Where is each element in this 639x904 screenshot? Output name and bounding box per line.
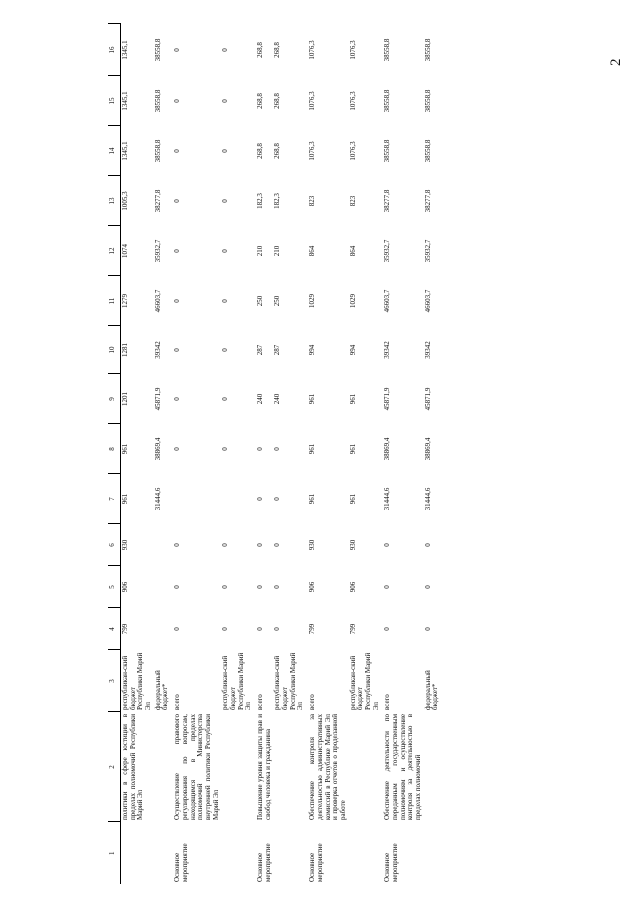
value-cell: 287 (273, 344, 282, 356)
value-cell: 240 (256, 393, 264, 405)
measure-name-cell (221, 712, 254, 822)
value-cell: 38558,8 (423, 139, 432, 163)
column-header: 12 (108, 226, 121, 276)
column-header: 14 (108, 126, 121, 176)
measure-type-cell (424, 822, 441, 884)
table-row (171, 24, 221, 884)
table-row (349, 24, 382, 884)
value-cell: 240 (273, 393, 282, 405)
value-cell: 38277,8 (383, 189, 392, 213)
value-cell: 0 (423, 585, 432, 589)
value-cell (221, 474, 254, 524)
value-cell: 0 (221, 199, 230, 203)
column-header: 1 (108, 822, 121, 884)
value-cell: 210 (256, 245, 264, 257)
measure-name-cell: политики в сфере юстиции в пределах полномочий Республики Марий Эл (121, 714, 145, 820)
value-cell: 38558,8 (383, 89, 392, 113)
value-cell: 45871,9 (383, 387, 392, 411)
value-cell: 0 (173, 199, 182, 203)
funding-source-cell: всего (383, 694, 392, 710)
value-cell: 994 (348, 344, 357, 356)
funding-source-cell: всего (256, 694, 264, 710)
column-header: 7 (108, 474, 121, 524)
value-cell: 268,8 (273, 143, 282, 159)
table-row (221, 24, 254, 884)
measure-type-cell (221, 822, 254, 884)
value-cell: 35932,7 (383, 239, 392, 263)
value-cell: 0 (221, 149, 230, 153)
value-cell (154, 608, 171, 650)
measure-type-cell: Основное мероприятие (256, 843, 272, 882)
measure-name-cell (273, 712, 306, 822)
measure-name-cell: Осуществление правового регулирования по вопросам, находящимся в пределах полномочий Министерства внутренней политики Республики Марий Эл (173, 714, 220, 820)
value-cell: 864 (308, 245, 317, 257)
measure-type-cell (349, 822, 382, 884)
value-cell: 0 (173, 348, 182, 352)
value-cell: 0 (273, 543, 282, 547)
table-row (306, 24, 348, 884)
value-cell: 35932,7 (153, 239, 162, 263)
value-cell: 0 (221, 299, 230, 303)
value-cell: 930 (308, 539, 317, 551)
value-cell: 1345,1 (121, 40, 129, 60)
value-cell: 38277,8 (423, 189, 432, 213)
measure-name-cell: Обеспечение деятельности по переданным государственным полномочиям и осуществление контроля за деятельностью в пределах полномочий (383, 714, 423, 820)
value-cell: 0 (423, 543, 432, 547)
value-cell: 0 (221, 447, 230, 451)
value-cell: 906 (348, 581, 357, 593)
value-cell: 961 (308, 393, 317, 405)
value-cell: 1345,1 (121, 141, 129, 161)
value-cell (171, 474, 221, 524)
column-header: 8 (108, 424, 121, 474)
table-row (424, 24, 441, 884)
table-row (154, 24, 171, 884)
value-cell: 0 (221, 585, 230, 589)
table-row (254, 24, 273, 884)
value-cell: 799 (121, 623, 129, 635)
funding-source-cell: всего (308, 694, 317, 710)
value-cell: 0 (221, 627, 230, 631)
measure-name-cell: Повышение уровня защиты прав и свобод человека и гражданина (256, 714, 272, 820)
value-cell: 0 (173, 585, 182, 589)
value-cell: 799 (308, 623, 317, 635)
column-header: 3 (108, 650, 121, 712)
value-cell: 0 (173, 543, 182, 547)
value-cell: 0 (221, 543, 230, 547)
value-cell: 864 (348, 245, 357, 257)
value-cell: 1074 (121, 244, 129, 258)
value-cell: 38558,8 (383, 38, 392, 62)
value-cell: 1201 (121, 392, 129, 406)
value-cell: 961 (348, 443, 357, 455)
value-cell: 799 (348, 623, 357, 635)
value-cell: 38558,8 (423, 38, 432, 62)
value-cell: 0 (256, 543, 264, 547)
value-cell: 1076,3 (348, 91, 357, 111)
funding-source-cell: федеральный бюджет* (153, 670, 170, 710)
value-cell: 906 (121, 581, 129, 593)
value-cell: 1029 (308, 294, 317, 308)
value-cell (154, 566, 171, 608)
value-cell: 961 (308, 493, 317, 505)
value-cell: 0 (273, 497, 282, 501)
value-cell: 0 (173, 149, 182, 153)
value-cell: 1005,3 (121, 191, 129, 211)
measure-name-cell (349, 712, 382, 822)
value-cell: 0 (383, 627, 392, 631)
value-cell: 0 (221, 348, 230, 352)
value-cell: 823 (308, 195, 317, 207)
value-cell: 961 (121, 443, 129, 455)
value-cell: 0 (256, 447, 264, 451)
value-cell: 0 (221, 249, 230, 253)
value-cell: 268,8 (273, 93, 282, 109)
column-header: 5 (108, 566, 121, 608)
table-body (121, 24, 442, 884)
value-cell: 906 (308, 581, 317, 593)
budget-table-container (108, 24, 528, 884)
value-cell: 39342 (153, 341, 162, 359)
column-header: 6 (108, 524, 121, 566)
header-row (108, 24, 121, 884)
value-cell: 961 (121, 493, 129, 505)
value-cell: 961 (348, 493, 357, 505)
funding-source-cell: республикан-ский бюджет Республики Марий Эл (273, 652, 305, 710)
value-cell: 0 (383, 585, 392, 589)
value-cell: 268,8 (256, 143, 264, 159)
value-cell: 182,3 (273, 193, 282, 209)
value-cell: 210 (273, 245, 282, 257)
value-cell: 0 (273, 627, 282, 631)
value-cell: 0 (221, 397, 230, 401)
value-cell: 287 (256, 344, 264, 356)
value-cell: 46603,7 (423, 289, 432, 313)
value-cell: 1076,3 (308, 40, 317, 60)
column-header: 4 (108, 608, 121, 650)
value-cell: 1076,3 (308, 141, 317, 161)
value-cell: 1281 (121, 343, 129, 357)
value-cell: 961 (348, 393, 357, 405)
value-cell: 38869,4 (423, 437, 432, 461)
funding-source-cell: республикан-ский бюджет Республики Марий Эл (348, 652, 380, 710)
value-cell: 0 (383, 543, 392, 547)
value-cell: 38869,4 (153, 437, 162, 461)
value-cell: 1279 (121, 294, 129, 308)
value-cell: 250 (273, 295, 282, 307)
value-cell: 38869,4 (383, 437, 392, 461)
value-cell: 0 (256, 497, 264, 501)
value-cell: 182,3 (256, 193, 264, 209)
measure-type-cell (121, 822, 154, 884)
value-cell: 38558,8 (423, 89, 432, 113)
value-cell: 0 (173, 299, 182, 303)
value-cell: 0 (173, 48, 182, 52)
value-cell: 45871,9 (423, 387, 432, 411)
value-cell: 31444,6 (423, 487, 432, 511)
value-cell: 961 (308, 443, 317, 455)
budget-table (108, 24, 441, 885)
column-header: 15 (108, 76, 121, 126)
value-cell: 0 (173, 99, 182, 103)
value-cell: 45871,9 (153, 387, 162, 411)
value-cell: 35932,7 (423, 239, 432, 263)
measure-type-cell: Основное мероприятие (173, 843, 189, 882)
measure-name-cell (154, 712, 171, 822)
column-header: 16 (108, 24, 121, 76)
value-cell: 823 (348, 195, 357, 207)
table-row (381, 24, 423, 884)
funding-source-cell: всего (173, 694, 182, 710)
table-row (121, 24, 154, 884)
value-cell (154, 524, 171, 566)
value-cell: 268,8 (256, 93, 264, 109)
value-cell: 1076,3 (308, 91, 317, 111)
value-cell: 38277,8 (153, 189, 162, 213)
value-cell: 930 (348, 539, 357, 551)
value-cell: 0 (273, 447, 282, 451)
value-cell: 994 (308, 344, 317, 356)
measure-type-cell (154, 822, 171, 884)
page-number: 2 (608, 58, 624, 66)
value-cell: 930 (121, 539, 129, 551)
value-cell: 268,8 (256, 42, 264, 58)
value-cell: 1345,1 (121, 91, 129, 111)
column-header: 10 (108, 326, 121, 374)
funding-source-cell: республикан-ский бюджет Республики Марий Эл (221, 652, 253, 710)
value-cell: 46603,7 (153, 289, 162, 313)
value-cell: 1029 (348, 294, 357, 308)
measure-type-cell: Основное мероприятие (383, 843, 399, 882)
value-cell: 0 (221, 99, 230, 103)
value-cell: 0 (173, 397, 182, 401)
column-header: 13 (108, 176, 121, 226)
value-cell: 250 (256, 295, 264, 307)
value-cell: 31444,6 (383, 487, 392, 511)
measure-name-cell: Обеспечение контроля за деятельностью административных комиссий в Республике Марий Эл и проверка отчетов о проделанной работе (308, 714, 347, 820)
value-cell: 1076,3 (348, 141, 357, 161)
value-cell: 0 (423, 627, 432, 631)
value-cell: 38558,8 (153, 139, 162, 163)
value-cell: 0 (173, 627, 182, 631)
value-cell: 38558,8 (383, 139, 392, 163)
value-cell: 1076,3 (348, 40, 357, 60)
funding-source-cell: республикан-ский бюджет Республики Марий Эл (121, 652, 153, 710)
value-cell: 0 (173, 447, 182, 451)
value-cell: 0 (173, 249, 182, 253)
value-cell: 0 (256, 585, 264, 589)
value-cell: 0 (221, 48, 230, 52)
column-header: 9 (108, 374, 121, 424)
value-cell: 38558,8 (153, 38, 162, 62)
funding-source-cell: федеральный бюджет* (423, 670, 440, 710)
value-cell: 0 (273, 585, 282, 589)
value-cell: 38558,8 (153, 89, 162, 113)
measure-type-cell (273, 822, 306, 884)
column-header: 2 (108, 712, 121, 822)
table-row (273, 24, 306, 884)
value-cell: 39342 (423, 341, 432, 359)
measure-name-cell (424, 712, 441, 822)
measure-type-cell: Основное мероприятие (308, 843, 324, 882)
value-cell: 0 (256, 627, 264, 631)
value-cell: 31444,6 (153, 487, 162, 511)
value-cell: 268,8 (273, 42, 282, 58)
column-header: 11 (108, 276, 121, 326)
value-cell: 39342 (383, 341, 392, 359)
value-cell: 46603,7 (383, 289, 392, 313)
